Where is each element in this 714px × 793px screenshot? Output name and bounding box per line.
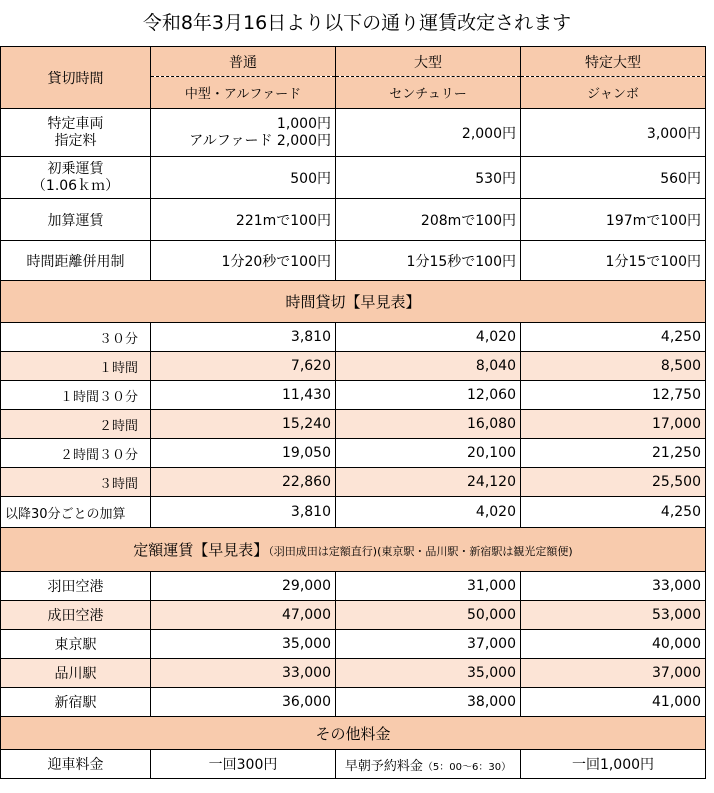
info-value: 1分15で100円: [521, 241, 706, 281]
hourly-value: 21,250: [521, 439, 706, 468]
hourly-label: １時間: [1, 352, 151, 381]
fixed-value: 37,000: [336, 630, 521, 659]
fixed-value: 35,000: [151, 630, 336, 659]
page-title: 令和8年3月16日より以下の通り運賃改定されます: [142, 12, 572, 34]
fixed-value: 50,000: [336, 601, 521, 630]
info-label: 時間距離併用制: [1, 241, 151, 281]
fixed-title: 定額運賃【早見表】: [133, 541, 269, 559]
hourly-row: [1, 352, 706, 381]
info-value: 208mで100円: [336, 199, 521, 241]
fixed-row: [1, 630, 706, 659]
hourly-section-title: 時間貸切【早見表】: [1, 281, 706, 323]
fixed-value: 33,000: [151, 659, 336, 688]
hourly-value: 4,020: [336, 323, 521, 352]
rowlabel-header: 貸切時間: [1, 47, 151, 109]
hourly-label: １時間３０分: [1, 381, 151, 410]
info-value: 3,000円: [521, 109, 706, 157]
fixed-value: 36,000: [151, 688, 336, 717]
other-section-title: その他料金: [1, 717, 706, 750]
hourly-row: [1, 468, 706, 497]
info-row: [1, 199, 706, 241]
hourly-label: ３時間: [1, 468, 151, 497]
info-value: 1分20秒で100円: [151, 241, 336, 281]
hourly-value: 8,500: [521, 352, 706, 381]
fixed-note: （羽田成田は定額直行)(東京駅・品川駅・新宿駅は観光定額便): [268, 545, 573, 558]
hourly-value: 3,810: [151, 323, 336, 352]
subcol-header-futsu: 中型・アルファード: [151, 77, 336, 109]
early-value: 一回1,000円: [521, 750, 706, 779]
fixed-value: 40,000: [521, 630, 706, 659]
other-row: [1, 750, 706, 779]
col-header-futsu: 普通: [151, 47, 336, 77]
info-value-line: アルファード 2,000円: [189, 132, 331, 149]
hourly-row: [1, 410, 706, 439]
info-value: 530円: [336, 157, 521, 199]
hourly-value: 16,080: [336, 410, 521, 439]
hourly-label: ２時間３０分: [1, 439, 151, 468]
fixed-value: 35,000: [336, 659, 521, 688]
hourly-label: ２時間: [1, 410, 151, 439]
hourly-row: [1, 323, 706, 352]
info-value: 1分15秒で100円: [336, 241, 521, 281]
fixed-value: 33,000: [521, 572, 706, 601]
hourly-value: 19,050: [151, 439, 336, 468]
info-row: [1, 157, 706, 199]
fixed-section-title: [1, 528, 706, 572]
hourly-label: ３０分: [1, 323, 151, 352]
info-label-line: 指定料: [54, 132, 97, 149]
info-label: [1, 157, 151, 199]
hourly-value: 20,100: [336, 439, 521, 468]
info-row: [1, 109, 706, 157]
fixed-value: 31,000: [336, 572, 521, 601]
info-label: [1, 109, 151, 157]
info-label-line: 初乗運賃: [47, 160, 104, 177]
hourly-label: 以降30分ごとの加算: [1, 497, 151, 528]
hourly-value: 22,860: [151, 468, 336, 497]
fixed-value: 29,000: [151, 572, 336, 601]
hourly-value: 12,750: [521, 381, 706, 410]
hourly-value: 24,120: [336, 468, 521, 497]
fixed-row: [1, 601, 706, 630]
fixed-row: [1, 659, 706, 688]
info-value: 197mで100円: [521, 199, 706, 241]
hourly-value: 25,500: [521, 468, 706, 497]
info-value-line: 1,000円: [276, 115, 331, 132]
fixed-value: 37,000: [521, 659, 706, 688]
col-header-ogata: 大型: [336, 47, 521, 77]
subcol-header-ogata: センチュリー: [336, 77, 521, 109]
info-label-line: 特定車両: [47, 115, 104, 132]
hourly-value: 3,810: [151, 497, 336, 528]
subcol-header-tokutei-ogata: ジャンボ: [521, 77, 706, 109]
fixed-label: 羽田空港: [1, 572, 151, 601]
info-label: 加算運賃: [1, 199, 151, 241]
col-header-tokutei-ogata: 特定大型: [521, 47, 706, 77]
hourly-row: [1, 439, 706, 468]
fixed-row: [1, 572, 706, 601]
hourly-value: 15,240: [151, 410, 336, 439]
info-row: [1, 241, 706, 281]
hourly-value: 4,250: [521, 323, 706, 352]
fixed-label: 新宿駅: [1, 688, 151, 717]
hourly-value: 4,250: [521, 497, 706, 528]
info-value: 500円: [151, 157, 336, 199]
fixed-label: 成田空港: [1, 601, 151, 630]
early-time: （5：00～6：30）: [422, 761, 512, 773]
hourly-value: 17,000: [521, 410, 706, 439]
info-value: 221mで100円: [151, 199, 336, 241]
fixed-label: 品川駅: [1, 659, 151, 688]
fixed-value: 38,000: [336, 688, 521, 717]
hourly-value: 8,040: [336, 352, 521, 381]
info-value: 560円: [521, 157, 706, 199]
hourly-value: 11,430: [151, 381, 336, 410]
fixed-label: 東京駅: [1, 630, 151, 659]
hourly-row: [1, 497, 706, 528]
fixed-value: 47,000: [151, 601, 336, 630]
fare-table: [0, 46, 706, 779]
info-value: 2,000円: [336, 109, 521, 157]
fixed-value: 41,000: [521, 688, 706, 717]
info-label-line: （1.06ｋｍ）: [31, 177, 120, 194]
early-label: 早朝予約料金: [344, 758, 423, 774]
hourly-value: 7,620: [151, 352, 336, 381]
info-value: [151, 109, 336, 157]
fixed-row: [1, 688, 706, 717]
early-label-cell: [336, 750, 521, 779]
fixed-value: 53,000: [521, 601, 706, 630]
hourly-value: 12,060: [336, 381, 521, 410]
pickup-value: 一回300円: [151, 750, 336, 779]
hourly-row: [1, 381, 706, 410]
pickup-label: 迎車料金: [1, 750, 151, 779]
hourly-value: 4,020: [336, 497, 521, 528]
